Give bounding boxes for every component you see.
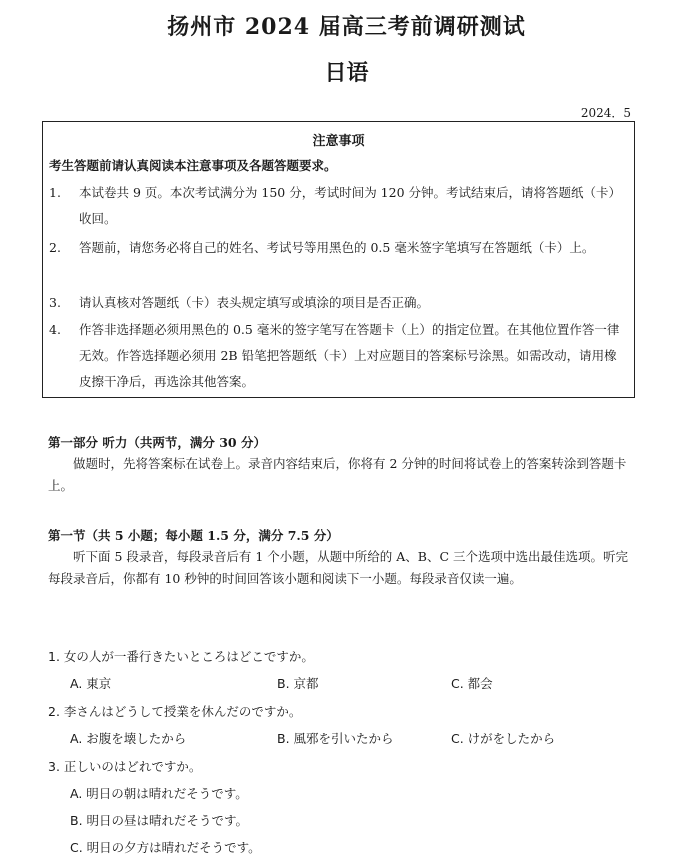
notice-item-number: 1.	[49, 185, 61, 200]
notice-box	[42, 121, 635, 398]
question-1	[48, 647, 314, 665]
option-1c: C. 都会	[451, 676, 493, 691]
question-3	[48, 757, 201, 775]
notice-item-text: 答题前，请您务必将自己的姓名、考试号等用黑色的 0.5 毫米签字笔填写在答题纸（卡）上。	[79, 240, 595, 255]
section1-instruction: 听下面 5 段录音，每段录音后有 1 个小题，从题中所给的 A、B、C 三个选项中选出最佳选项。听完每段录音后，你都有 10 秒钟的时间回答该小题和阅读下一小题。每段录音仅读一遍。	[48, 549, 629, 586]
notice-item	[49, 180, 629, 232]
notice-item-text: 请认真核对答题纸（卡）表头规定填写或填涂的项目是否正确。	[79, 295, 430, 310]
document-title: 扬州市 2024 届高三考前调研测试	[167, 14, 526, 40]
question-number: 2.	[48, 704, 60, 719]
section1-heading: 第一节（共 5 小题；每小题 1.5 分，满分 7.5 分）	[48, 528, 339, 543]
notice-requirement: 考生答题前请认真阅读本注意事项及各题答题要求。	[49, 158, 337, 173]
question-text: 李さんはどうして授業を休んだのですか。	[63, 704, 302, 719]
option-3a: A. 明日の朝は晴れだそうです。	[70, 786, 248, 801]
option-2b: B. 風邪を引いたから	[277, 731, 394, 746]
exam-date: 2024．5	[580, 106, 631, 120]
question-text: 正しいのはどれですか。	[63, 759, 202, 774]
notice-item	[49, 290, 629, 316]
question-number: 1.	[48, 649, 60, 664]
option-3b: B. 明日の昼は晴れだそうです。	[70, 813, 249, 828]
question-text: 女の人が一番行きたいところはどこですか。	[63, 649, 314, 664]
option-3c: C. 明日の夕方は晴れだそうです。	[70, 840, 261, 855]
option-1a: A. 東京	[70, 676, 112, 691]
notice-item	[49, 317, 629, 395]
notice-item-text: 作答非选择题必须用黑色的 0.5 毫米的签字笔写在答题卡（上）的指定位置。在其他位置作答一律无效。作答选择题必须用 2B 铅笔把答题纸（卡）上对应题目的答案标号涂黑。如需改动，请用橡皮擦干净后，再选涂其他答案。	[79, 322, 620, 389]
notice-item-number: 2.	[49, 240, 61, 255]
question-number: 3.	[48, 759, 60, 774]
option-2a: A. お腹を壊したから	[70, 731, 187, 746]
notice-item-number: 4.	[49, 322, 61, 337]
option-1b: B. 京都	[277, 676, 319, 691]
option-2c: C. けがをしたから	[451, 731, 556, 746]
question-2	[48, 702, 301, 720]
part1-heading: 第一部分 听力（共两节，满分 30 分）	[48, 435, 266, 450]
notice-item	[49, 235, 629, 261]
notice-item-number: 3.	[49, 295, 61, 310]
notice-title: 注意事项	[312, 134, 365, 149]
part1-instruction: 做题时，先将答案标在试卷上。录音内容结束后，你将有 2 分钟的时间将试卷上的答案转涂到答题卡上。	[48, 456, 627, 493]
notice-item-text: 本试卷共 9 页。本次考试满分为 150 分，考试时间为 120 分钟。考试结束后，请将答题纸（卡）收回。	[79, 185, 622, 226]
subject-title: 日语	[324, 60, 369, 86]
